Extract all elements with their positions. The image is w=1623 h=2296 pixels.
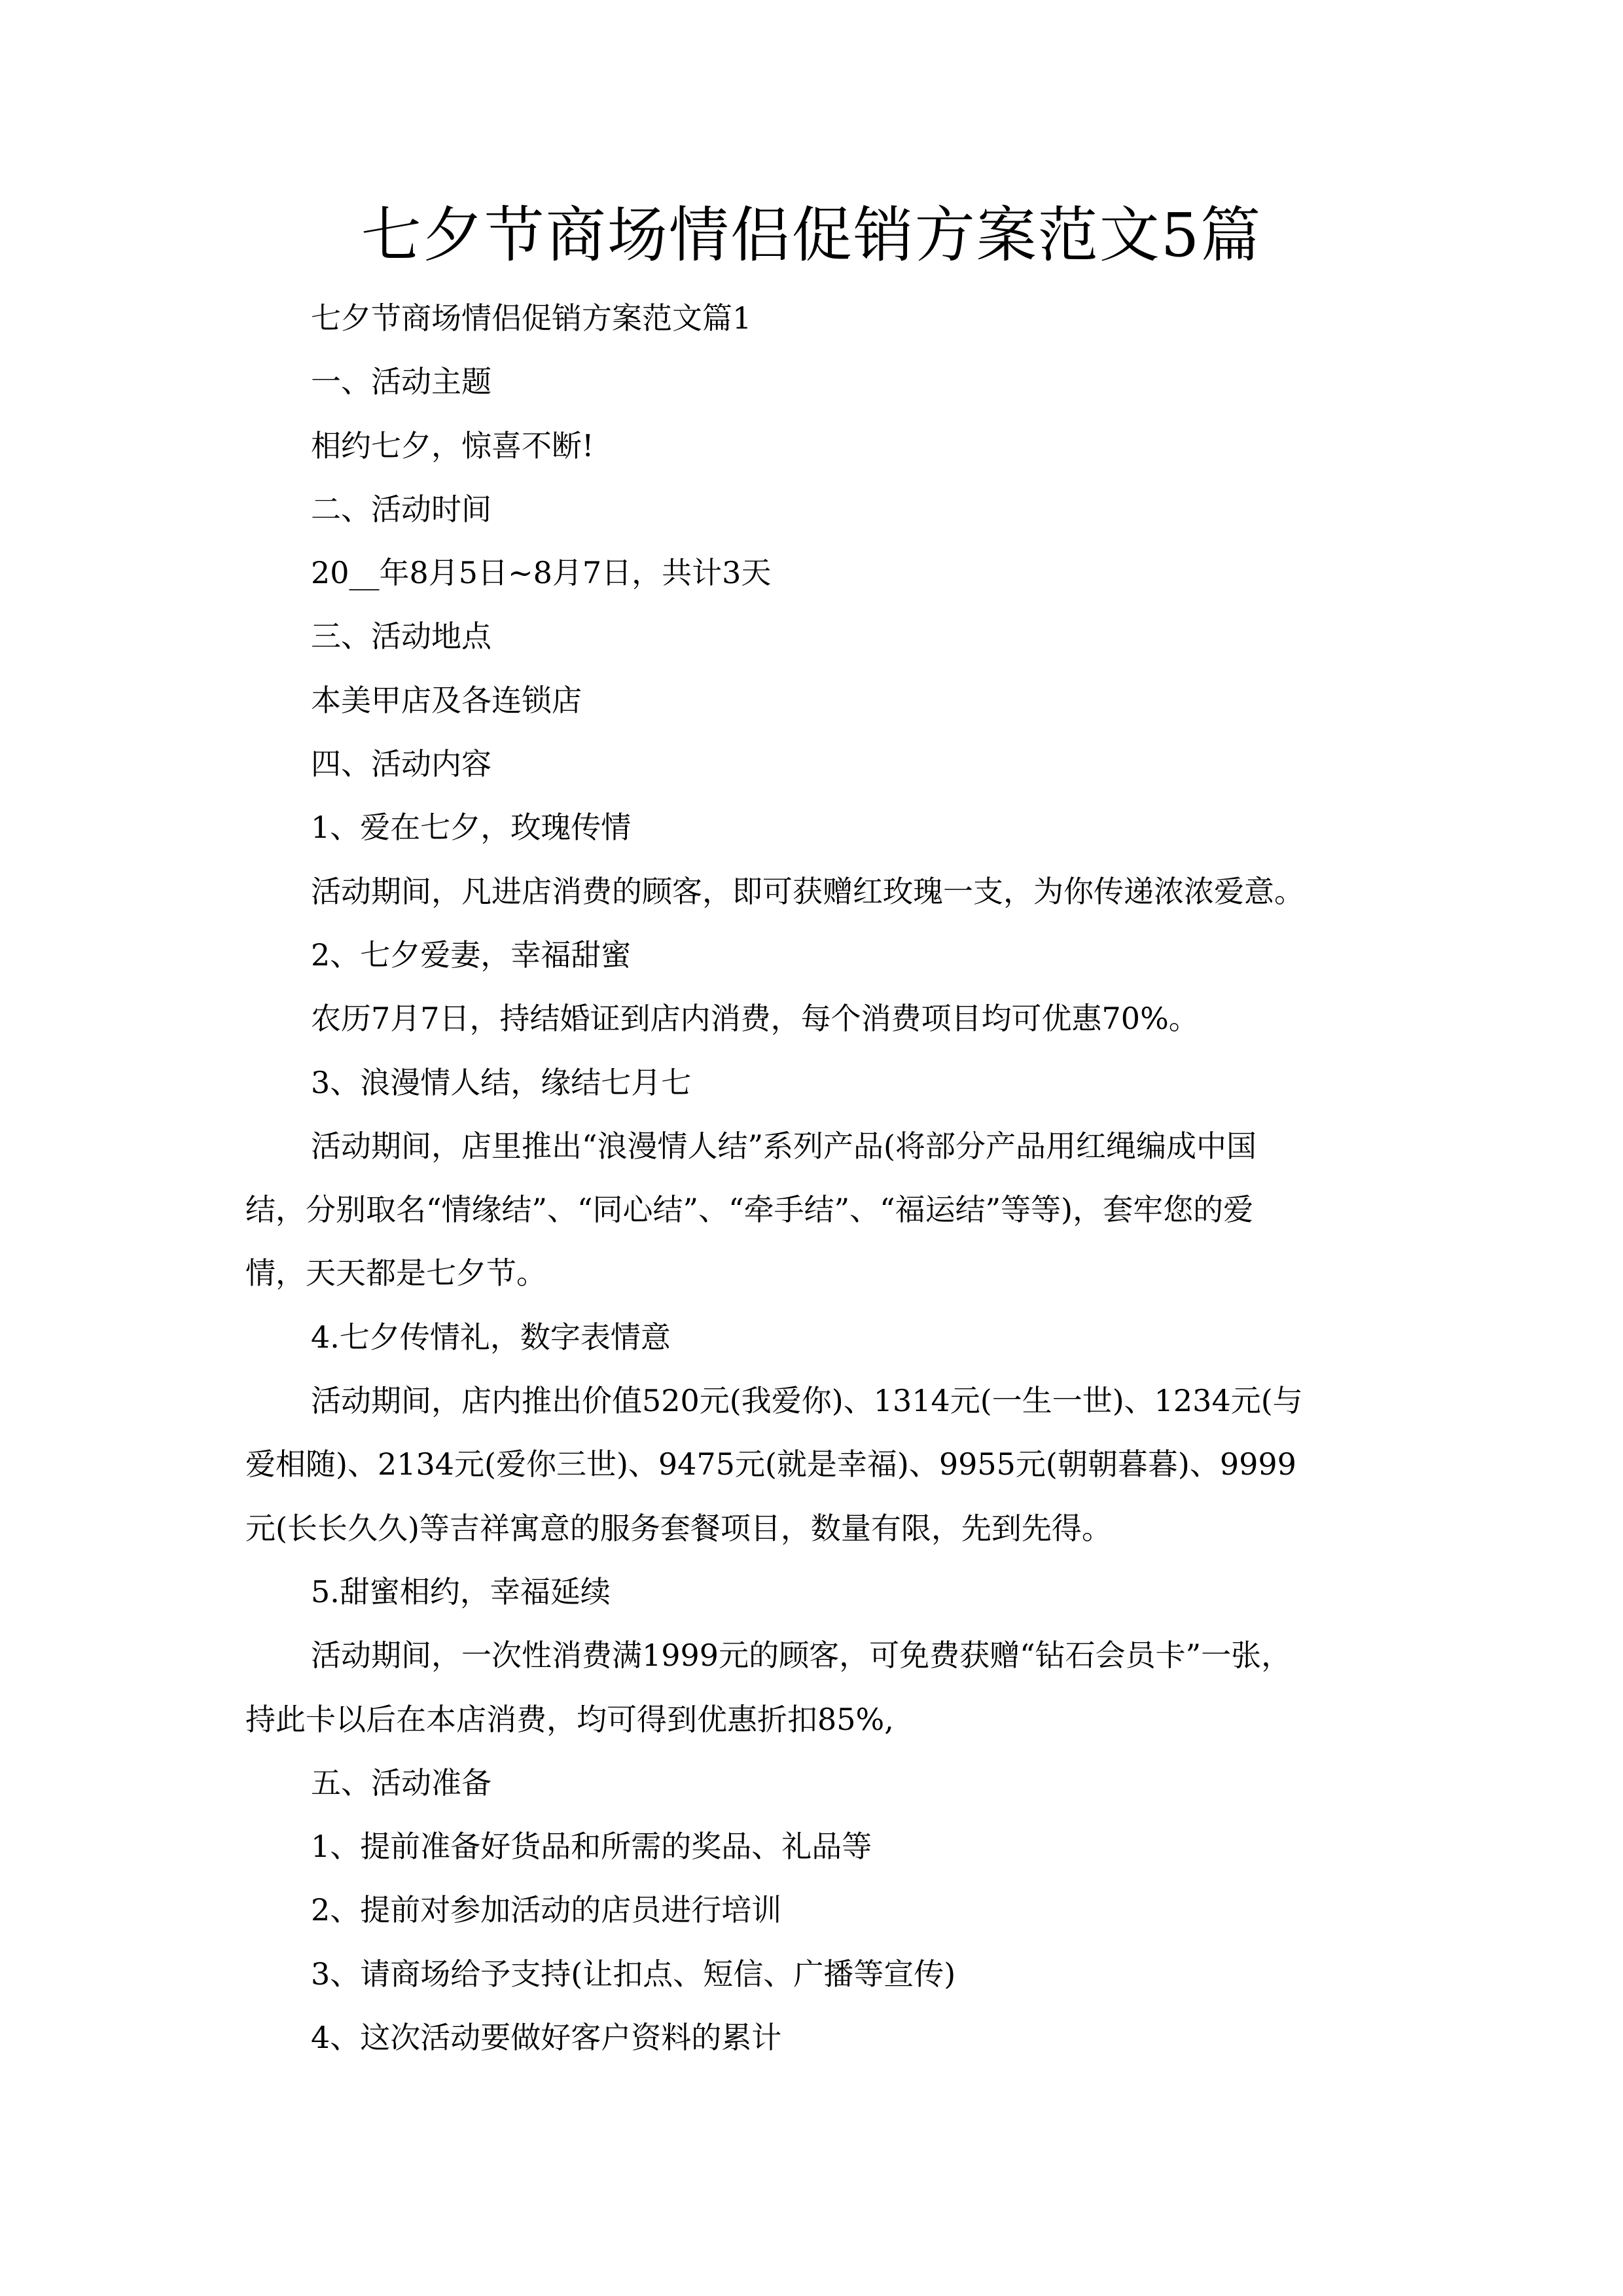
paragraph: 20__年8月5日~8月7日，共计3天 (311, 555, 772, 591)
paragraph-continuation: 情，天天都是七夕节。 (245, 1255, 546, 1291)
paragraph-continuation: 元(长长久久)等吉祥寓意的服务套餐项目，数量有限，先到先得。 (245, 1510, 1112, 1546)
list-item: 3、请商场给予支持(让扣点、短信、广播等宣传) (311, 1956, 956, 1992)
heading-location: 三、活动地点 (311, 619, 491, 655)
paragraph-continuation: 结，分别取名“情缘结”、“同心结”、“牵手结”、“福运结”等等)，套牢您的爱 (245, 1192, 1254, 1228)
list-item: 2、提前对参加活动的店员进行培训 (311, 1892, 782, 1928)
subheading: 5.甜蜜相约，幸福延续 (311, 1573, 611, 1609)
heading-content: 四、活动内容 (311, 746, 491, 782)
paragraph: 农历7月7日，持结婚证到店内消费，每个消费项目均可优惠70%。 (311, 1001, 1199, 1037)
list-item: 1、提前准备好货品和所需的奖品、礼品等 (311, 1829, 872, 1865)
heading-theme: 一、活动主题 (311, 364, 491, 400)
subheading: 1、爱在七夕，玫瑰传情 (311, 810, 632, 846)
document-title: 七夕节商场情侣促销方案范文5篇 (361, 200, 1262, 270)
subheading: 4.七夕传情礼，数字表情意 (311, 1319, 671, 1355)
subheading: 3、浪漫情人结，缘结七月七 (311, 1064, 692, 1100)
paragraph: 相约七夕，惊喜不断! (311, 427, 594, 463)
paragraph: 活动期间，店内推出价值520元(我爱你)、1314元(一生一世)、1234元(与 (311, 1383, 1303, 1419)
paragraph: 活动期间，凡进店消费的顾客，即可获赠红玫瑰一支，为你传递浓浓爱意。 (311, 873, 1304, 909)
subheading: 2、七夕爱妻，幸福甜蜜 (311, 937, 632, 973)
list-item: 4、这次活动要做好客户资料的累计 (311, 2020, 782, 2056)
paragraph-continuation: 爱相随)、2134元(爱你三世)、9475元(就是幸福)、9955元(朝朝暮暮)、9999 (245, 1446, 1296, 1482)
paragraph: 本美甲店及各连锁店 (311, 682, 582, 718)
paragraph: 活动期间，店里推出“浪漫情人结”系列产品(将部分产品用红绳编成中国 (311, 1128, 1257, 1164)
document-body (245, 287, 1404, 2070)
paragraph-continuation: 持此卡以后在本店消费，均可得到优惠折扣85%, (245, 1701, 894, 1737)
paragraph: 活动期间，一次性消费满1999元的顾客，可免费获赠“钻石会员卡”一张， (311, 1638, 1292, 1674)
heading-preparation: 五、活动准备 (311, 1765, 491, 1801)
heading-time: 二、活动时间 (311, 491, 491, 527)
section-subtitle: 七夕节商场情侣促销方案范文篇1 (311, 300, 752, 336)
